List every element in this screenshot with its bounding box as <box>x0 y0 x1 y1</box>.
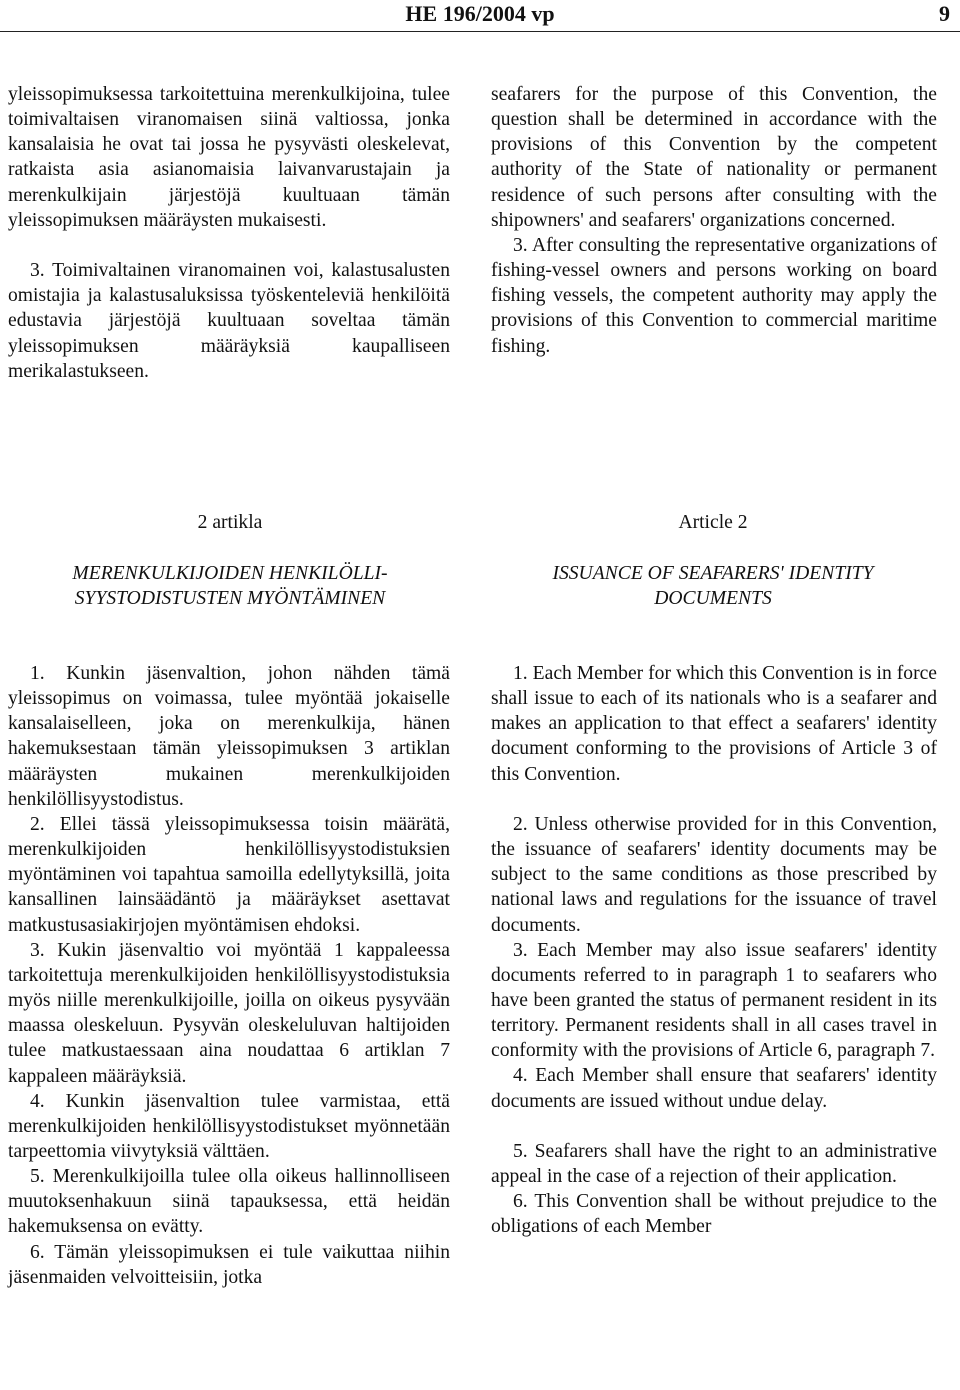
en-article-paragraph-2: 2. Unless otherwise provided for in this Convention, the issuance of seafarers' identity documents may be subject to the same conditions as those prescribed by national laws and regulations for the issuance of travel documents. <box>491 813 937 936</box>
header-divider <box>0 31 960 32</box>
fi-article-paragraph-2: 2. Ellei tässä yleissopimuksessa toisin määrätä, merenkulkijoiden henkilöllisyystodistuksien myöntäminen voi tapahtua samoilla edellytyksillä, joita kansallinen lainsäädäntö ja määräykset asettavat matkustusasiakirjojen myöntämisen ehdoksi. <box>8 813 450 936</box>
fi-article-title-line-1: MERENKULKIJOIDEN HENKILÖLLI- <box>72 563 388 584</box>
page-header <box>0 0 960 28</box>
fi-paragraph-3: 3. Toimivaltainen viranomainen voi, kalastusalusten omistajia ja kalastusaluksissa työskenteleviä henkilöitä edustavia järjestöjä kuultuaan soveltaa tämän yleissopimuksen määräyksiä kaupalliseen merikalastukseen. <box>8 260 450 382</box>
en-article-paragraph-1: 1. Each Member for which this Convention is in force shall issue to each of its nationals who is a seafarer and makes an application to that effect a seafarers' identity document conforming to the provisions of Article 3 of this Convention. <box>491 663 937 785</box>
article-finnish-column <box>8 661 450 1290</box>
fi-article-paragraph-1: 1. Kunkin jäsenvaltion, johon nähden tämä yleissopimus on voimassa, tulee myöntää jokaiselle kansalaiselleen, joka on merenkulkija, hänen hakemuksestaan tämän yleissopimuksen 3 artiklan määräysten mukainen merenkulkijoiden henkilöllisyystodistus. <box>8 663 450 810</box>
en-article-number: Article 2 <box>678 512 748 533</box>
fi-article-paragraph-6: 6. Tämän yleissopimuksen ei tule vaikuttaa niihin jäsenmaiden velvoitteisiin, jotka <box>8 1241 450 1288</box>
top-finnish-column <box>8 82 450 384</box>
en-paragraph-3: 3. After consulting the representative organizations of fishing-vessel owners and persons working on board fishing vessels, the competent authority may apply the provisions of this Convention to commercial maritime fishing. <box>491 234 937 357</box>
en-article-paragraph-6: 6. This Convention shall be without prejudice to the obligations of each Member <box>491 1191 937 1238</box>
article-english-column <box>491 661 937 1240</box>
en-article-title <box>483 561 943 611</box>
page-number: 9 <box>939 1 950 26</box>
en-article-paragraph-5: 5. Seafarers shall have the right to an administrative appeal in the case of a rejection of their application. <box>491 1140 937 1188</box>
fi-article-paragraph-5: 5. Merenkulkijoilla tulee olla oikeus hallinnolliseen muutoksenhakuun siinä tapauksessa, että heidän hakemuksensa on evätty. <box>8 1166 450 1238</box>
top-english-column <box>491 82 937 359</box>
en-article-title-line-1: ISSUANCE OF SEAFARERS' IDENTITY <box>552 563 874 584</box>
fi-article-paragraph-4: 4. Kunkin jäsenvaltion tulee varmistaa, että merenkulkijoiden henkilöllisyystodistukset myönnetään tarpeettomia viivytyksiä välttäen. <box>8 1090 450 1162</box>
fi-article-number: 2 artikla <box>197 512 263 533</box>
fi-article-title <box>0 561 460 611</box>
document-title: HE 196/2004 vp <box>405 1 555 26</box>
en-continuation-paragraph: seafarers for the purpose of this Convention, the question shall be determined in accordance with the provisions of this Convention by the competent authority of the State of nationality or permanent residence of such persons after consulting with the shipowners' and seafarers' organizations concerned. <box>491 84 937 231</box>
fi-article-paragraph-3: 3. Kukin jäsenvaltio voi myöntää 1 kappaleessa tarkoitettuja merenkulkijoiden henkilöllisyystodistuksia myös niille merenkulkijoille, joilla on oikeus pysyvään maassa oleskeluun. Pysyvän oleskeluluvan haltijoiden tulee matkustaessaan aina noudattaa 6 artiklan 7 kappaleen määräyksiä. <box>8 939 450 1087</box>
fi-article-title-line-2: SYYSTODISTUSTEN MYÖNTÄMINEN <box>74 588 386 609</box>
en-article-title-line-2: DOCUMENTS <box>654 588 772 609</box>
fi-continuation-paragraph: yleissopimuksessa tarkoitettuina merenkulkijoina, tulee toimivaltaisen viranomaisen siinä valtiossa, jonka kansalaisia he ovat tai jossa he pysyvästi oleskelevat, ratkaista asia asianomaisia laivanvarustajain ja merenkulkijain järjestöjä kuultuaan tämän yleissopimuksen määräysten mukaisesti. <box>8 84 450 231</box>
en-article-paragraph-3: 3. Each Member may also issue seafarers' identity documents referred to in paragraph 1 to seafarers who have been granted the status of permanent resident in its territory. Permanent residents shall in all cases travel in conformity with the provisions of Article 6, paragraph 7. <box>491 939 937 1062</box>
en-article-paragraph-4: 4. Each Member shall ensure that seafarers' identity documents are issued without undue delay. <box>491 1065 937 1112</box>
